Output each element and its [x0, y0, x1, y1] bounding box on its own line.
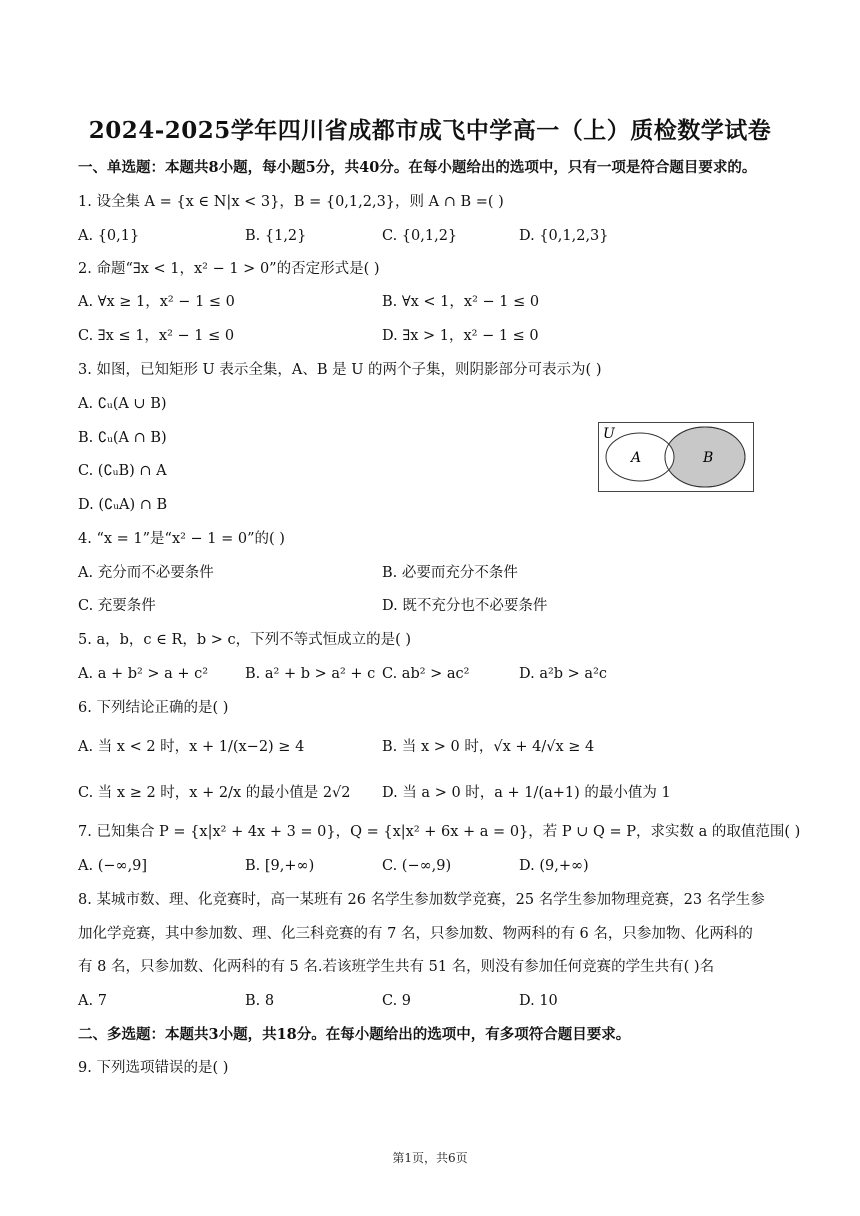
venn-label-u: U: [603, 426, 615, 442]
question-5-option-b: B. a² + b > a² + c: [245, 666, 376, 682]
question-1-option-a: A. {0,1}: [78, 228, 140, 244]
question-7-option-c: C. (−∞,9): [382, 858, 452, 874]
venn-label-b: B: [703, 450, 714, 466]
question-1-stem: 1. 设全集 A = {x ∈ N|x < 3}，B = {0,1,2,3}，则 A ∩ B =( ): [78, 194, 504, 210]
venn-diagram: [598, 422, 754, 492]
question-9-stem: 9. 下列选项错误的是( ): [78, 1060, 229, 1076]
question-6-option-c: C. 当 x ≥ 2 时，x + 2/x 的最小值是 2√2: [78, 785, 351, 801]
question-6-option-a: A. 当 x < 2 时，x + 1/(x−2) ≥ 4: [78, 739, 305, 755]
question-6-stem: 6. 下列结论正确的是( ): [78, 700, 229, 716]
question-7-option-a: A. (−∞,9]: [78, 858, 148, 874]
question-5-option-d: D. a²b > a²c: [519, 666, 608, 682]
question-8-stem-line-1: 8. 某城市数、理、化竞赛时，高一某班有 26 名学生参加数学竞赛，25 名学生参加物理竞赛，23 名学生参: [78, 892, 765, 908]
question-6-option-d: D. 当 a > 0 时，a + 1/(a+1) 的最小值为 1: [382, 785, 671, 801]
section-1-heading: 一、单选题：本题共8小题，每小题5分，共40分。在每小题给出的选项中，只有一项是符合题目要求的。: [78, 159, 757, 176]
page-footer: 第1页，共6页: [392, 1151, 468, 1165]
question-3-stem: 3. 如图，已知矩形 U 表示全集，A、B 是 U 的两个子集，则阴影部分可表示为( ): [78, 362, 602, 378]
venn-label-a: A: [631, 450, 642, 466]
question-5-option-c: C. ab² > ac²: [382, 666, 470, 682]
question-5-option-a: A. a + b² > a + c²: [78, 666, 209, 682]
question-8-option-a: A. 7: [78, 993, 107, 1009]
question-1-option-d: D. {0,1,2,3}: [519, 228, 609, 244]
question-2-stem: 2. 命题“∃x < 1，x² − 1 > 0”的否定形式是( ): [78, 261, 380, 277]
question-8-stem-line-2: 加化学竞赛，其中参加数、理、化三科竞赛的有 7 名，只参加数、物两科的有 6 名，只参加物、化两科的: [78, 926, 753, 942]
page-title: 2024-2025学年四川省成都市成飞中学高一（上）质检数学试卷: [88, 117, 772, 144]
question-1-option-c: C. {0,1,2}: [382, 228, 458, 244]
question-3-option-a: A. ∁ᵤ(A ∪ B): [78, 396, 167, 412]
question-4-option-d: D. 既不充分也不必要条件: [382, 598, 548, 614]
question-3-option-b: B. ∁ᵤ(A ∩ B): [78, 430, 167, 446]
question-4-option-b: B. 必要而充分不条件: [382, 565, 518, 581]
question-8-option-c: C. 9: [382, 993, 412, 1009]
question-6-option-b: B. 当 x > 0 时，√x + 4/√x ≥ 4: [382, 739, 595, 755]
question-2-option-b: B. ∀x < 1，x² − 1 ≤ 0: [382, 294, 540, 310]
question-2-option-d: D. ∃x > 1，x² − 1 ≤ 0: [382, 328, 539, 344]
question-8-option-d: D. 10: [519, 993, 558, 1009]
question-2-option-a: A. ∀x ≥ 1，x² − 1 ≤ 0: [78, 294, 235, 310]
question-7-option-d: D. (9,+∞): [519, 858, 589, 874]
question-8-option-b: B. 8: [245, 993, 275, 1009]
question-2-option-c: C. ∃x ≤ 1，x² − 1 ≤ 0: [78, 328, 235, 344]
question-3-option-d: D. (∁ᵤA) ∩ B: [78, 497, 168, 513]
question-5-stem: 5. a，b，c ∈ R，b > c，下列不等式恒成立的是( ): [78, 632, 412, 648]
question-3-option-c: C. (∁ᵤB) ∩ A: [78, 463, 167, 479]
question-8-stem-line-3: 有 8 名，只参加数、化两科的有 5 名.若该班学生共有 51 名，则没有参加任何竞赛的学生共有( )名: [78, 959, 715, 975]
question-4-option-a: A. 充分而不必要条件: [78, 565, 214, 581]
question-4-stem: 4. “x = 1”是“x² − 1 = 0”的( ): [78, 531, 285, 547]
question-7-stem: 7. 已知集合 P = {x|x² + 4x + 3 = 0}，Q = {x|x² + 6x + a = 0}，若 P ∪ Q = P，求实数 a 的取值范围( ): [78, 824, 801, 840]
question-7-option-b: B. [9,+∞): [245, 858, 315, 874]
question-4-option-c: C. 充要条件: [78, 598, 156, 614]
section-2-heading: 二、多选题：本题共3小题，共18分。在每小题给出的选项中，有多项符合题目要求。: [78, 1026, 631, 1043]
question-1-option-b: B. {1,2}: [245, 228, 307, 244]
